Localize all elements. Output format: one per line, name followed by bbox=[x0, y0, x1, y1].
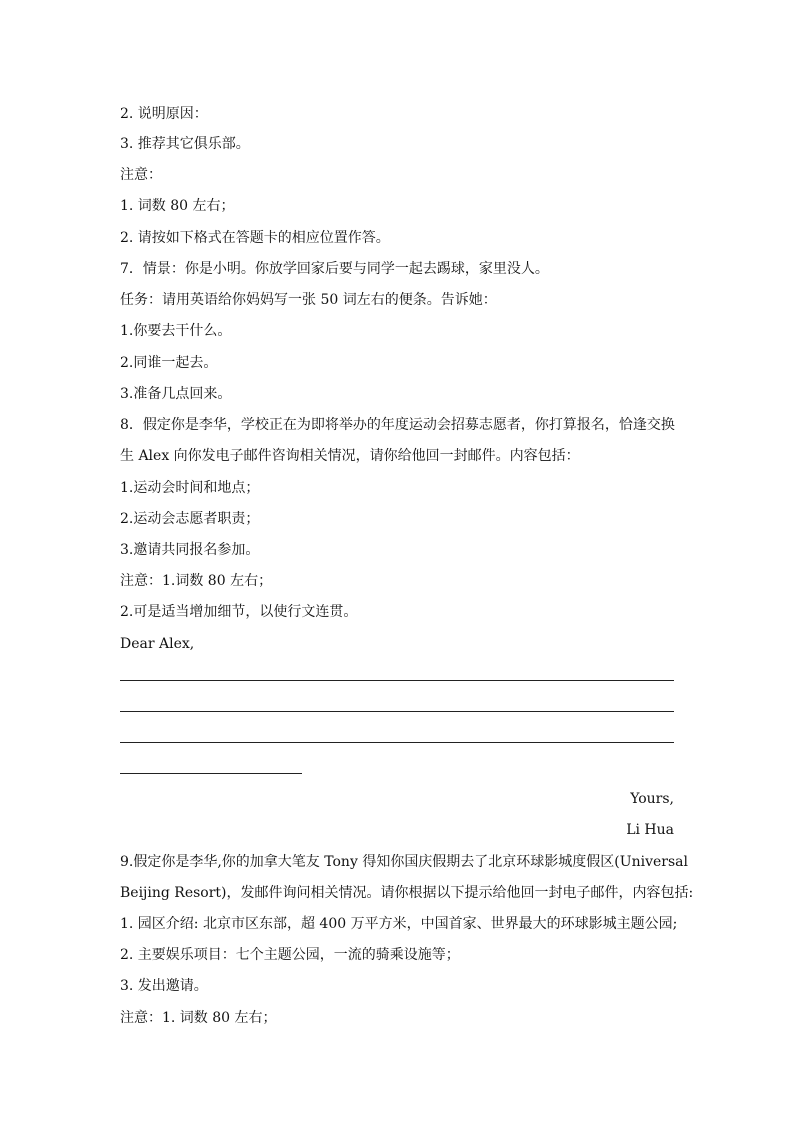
letter-signature: Li Hua bbox=[626, 822, 674, 838]
question-8-heading: 8．假定你是李华，学校正在为即将举办的年度运动会招募志愿者，你打算报名，恰逢交换 bbox=[120, 417, 675, 433]
text-line: 1. 园区介绍: 北京市区东部，超 400 万平方米，中国首家、世界最大的环球影城主题公园; bbox=[120, 916, 678, 932]
text-line: 3.准备几点回来。 bbox=[120, 386, 232, 402]
text-line: 2. 请按如下格式在答题卡的相应位置作答。 bbox=[120, 230, 390, 246]
text-line: Beijing Resort)，发邮件询问相关情况。请你根据以下提示给他回一封电子邮件，内容包括: bbox=[120, 885, 694, 901]
text-line: 生 Alex 向你发电子邮件咨询相关情况，请你给他回一封邮件。内容包括： bbox=[120, 448, 580, 464]
text-line: 注意：1. 词数 80 左右； bbox=[120, 1010, 277, 1026]
text-line: 1. 词数 80 左右； bbox=[120, 198, 235, 214]
letter-salutation: Dear Alex, bbox=[120, 636, 195, 652]
text-line: 2. 说明原因： bbox=[120, 106, 208, 122]
text-line: 2.可是适当增加细节，以使行文连贯。 bbox=[120, 604, 358, 620]
text-line: 1.你要去干什么。 bbox=[120, 323, 232, 339]
answer-line bbox=[120, 773, 302, 774]
text-line: 1.运动会时间和地点； bbox=[120, 480, 260, 496]
answer-line bbox=[120, 711, 674, 712]
question-7-heading: 7．情景：你是小明。你放学回家后要与同学一起去踢球，家里没人。 bbox=[120, 261, 549, 277]
text-line: 2. 主要娱乐项目：七个主题公园，一流的骑乘设施等； bbox=[120, 947, 460, 963]
text-line: 注意： bbox=[120, 167, 162, 183]
question-9-heading: 9.假定你是李华,你的加拿大笔友 Tony 得知你国庆假期去了北京环球影城度假区(Universal bbox=[120, 854, 688, 870]
text-line: 2.运动会志愿者职责； bbox=[120, 511, 260, 527]
text-line: 2.同谁一起去。 bbox=[120, 355, 218, 371]
text-line: 3. 发出邀请。 bbox=[120, 978, 208, 994]
letter-closing: Yours, bbox=[630, 791, 674, 807]
text-line: 3. 推荐其它俱乐部。 bbox=[120, 136, 250, 152]
text-line: 3.邀请共同报名参加。 bbox=[120, 542, 260, 558]
answer-line bbox=[120, 680, 674, 681]
answer-line bbox=[120, 742, 674, 743]
text-line: 注意：1.词数 80 左右； bbox=[120, 573, 273, 589]
text-line: 任务：请用英语给你妈妈写一张 50 词左右的便条。告诉她： bbox=[120, 292, 497, 308]
